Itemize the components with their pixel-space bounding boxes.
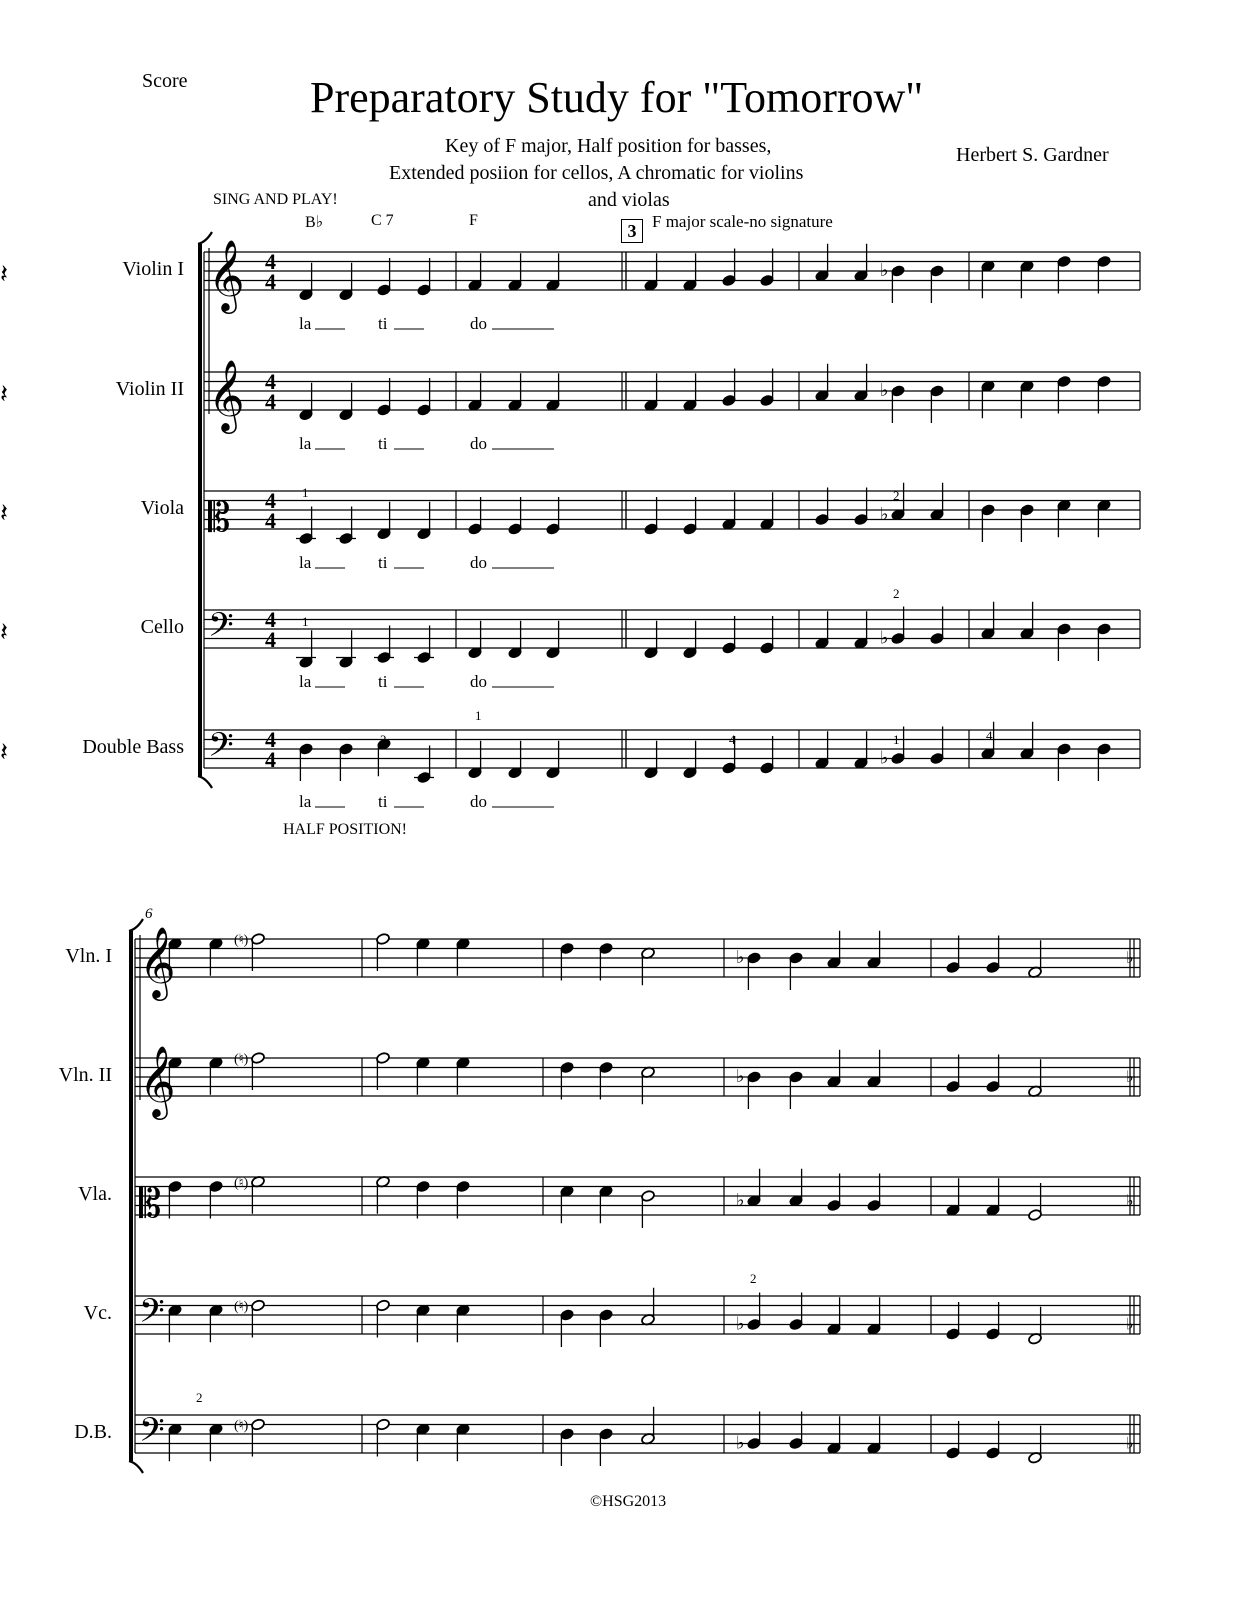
subtitle-line-2: Extended posiion for cellos, A chromatic for violins [389,162,804,184]
fingering: 2 [196,1390,203,1405]
treble-clef: 𝄞 [139,1048,176,1116]
instrument-abbrev-viola: Vla. [78,1183,112,1205]
key-signature-flat: ♭ [1126,1192,1134,1210]
fingering: 2 [893,586,900,601]
key-signature-flat: ♭ [1126,950,1134,967]
time-signature-bottom: 4 [265,627,276,652]
lyric-syllable: ti [378,434,388,453]
key-signature-flat: ♭ [1126,1316,1134,1334]
lyric-syllable: do [470,553,487,572]
flat-sign: ♭ [880,380,889,400]
system-bracket-hook [198,776,212,788]
bass-clef: 𝄢 [139,1411,165,1457]
lyric-syllable: la [299,553,312,572]
key-signature-flat: ♭ [1126,1069,1134,1086]
composer: Herbert S. Gardner [956,144,1109,166]
quarter-rest: 𝄽 [0,617,8,647]
time-signature-top: 4 [265,488,276,513]
natural-sign: (♮) [234,1299,249,1315]
fingering: 4 [729,732,736,747]
flat-sign: ♭ [880,260,889,280]
fingering: 1 [302,485,309,500]
key-signature-flat: ♭ [1126,1435,1134,1453]
instrument-abbrev-violin-1: Vln. I [65,945,112,967]
instrument-name-cello: Cello [140,616,184,638]
time-signature-top: 4 [265,607,276,632]
lyric-syllable: do [470,434,487,453]
flat-sign: ♭ [736,1432,745,1453]
chord-b-flat: B♭ [305,214,324,231]
lyric-syllable: la [299,792,312,811]
instrument-name-viola: Viola [140,497,184,519]
flat-sign: ♭ [880,503,889,524]
quarter-rest: 𝄽 [0,737,8,767]
bass-clef: 𝄢 [208,606,234,652]
lyric-syllable: do [470,314,487,333]
natural-sign: (♮) [234,1175,249,1191]
subtitle-line-1: Key of F major, Half position for basses, [445,135,772,157]
flat-sign: ♭ [736,1313,745,1334]
time-signature-bottom: 4 [265,747,276,772]
time-signature-bottom: 4 [265,269,276,294]
flat-sign: ♭ [736,1066,745,1086]
chord-c7: C 7 [371,212,394,229]
page-title: Preparatory Study for "Tomorrow" [310,73,924,122]
chord-f: F [469,212,478,229]
flat-sign: ♭ [880,747,889,768]
time-signature-top: 4 [265,369,276,394]
direction-sing-and-play: SING AND PLAY! [213,191,338,208]
direction-half-position: HALF POSITION! [283,821,407,838]
natural-sign: (♮) [234,1418,249,1434]
bass-clef: 𝄢 [139,1292,165,1338]
treble-clef: 𝄞 [208,242,245,310]
quarter-rest: 𝄽 [0,259,8,289]
flat-sign: ♭ [880,627,889,648]
fingering: 2 [750,1271,757,1286]
scale-note: F major scale-no signature [652,212,833,231]
rehearsal-mark: 3 [621,219,643,243]
instrument-name-violin-1: Violin I [122,258,184,280]
instrument-name-double-bass: Double Bass [82,736,184,758]
flat-sign: ♭ [736,1189,745,1210]
bass-clef: 𝄢 [208,726,234,772]
quarter-rest: 𝄽 [0,379,8,409]
fingering: 1 [302,614,309,629]
instrument-abbrev-cello: Vc. [83,1302,112,1324]
fingering: 2 [380,732,387,747]
lyric-syllable: ti [378,553,388,572]
time-signature-bottom: 4 [265,508,276,533]
measure-number: 6 [145,906,153,922]
time-signature-bottom: 4 [265,389,276,414]
fingering: 1 [893,732,900,747]
fingering: 2 [893,488,900,503]
lyric-syllable: do [470,792,487,811]
fingering: 4 [986,728,993,743]
time-signature-top: 4 [265,727,276,752]
alto-clef: 𝄡 [139,1181,162,1226]
treble-clef: 𝄞 [139,929,176,997]
lyric-syllable: la [299,314,312,333]
lyric-syllable: do [470,672,487,691]
system-bracket-hook [129,1461,143,1473]
fingering: 1 [475,708,482,723]
lyric-syllable: la [299,672,312,691]
copyright: ©HSG2013 [590,1493,667,1510]
quarter-rest: 𝄽 [0,498,8,528]
subtitle-line-3: and violas [588,189,670,211]
lyric-syllable: la [299,434,312,453]
natural-sign: (♮) [234,1052,249,1067]
alto-clef: 𝄡 [208,495,231,540]
score-label: Score [142,70,188,92]
lyric-syllable: ti [378,792,388,811]
lyric-syllable: ti [378,314,388,333]
instrument-abbrev-violin-2: Vln. II [58,1064,112,1086]
natural-sign: (♮) [234,933,249,948]
flat-sign: ♭ [736,947,745,967]
time-signature-top: 4 [265,249,276,274]
instrument-name-violin-2: Violin II [115,378,184,400]
lyric-syllable: ti [378,672,388,691]
treble-clef: 𝄞 [208,362,245,430]
instrument-abbrev-double-bass: D.B. [74,1421,112,1443]
